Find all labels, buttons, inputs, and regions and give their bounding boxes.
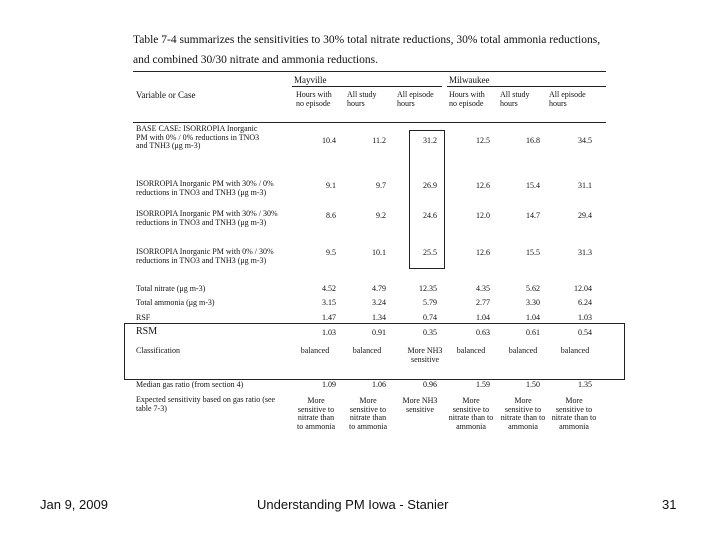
table-cell: 1.34 — [372, 313, 386, 322]
table-cell: 12.04 — [574, 284, 592, 293]
table-cell: 0.63 — [476, 328, 490, 337]
table-cell: More sensitive to nitrate than to ammonia — [551, 396, 597, 431]
table-cell: 5.62 — [526, 284, 540, 293]
footer-page-number: 31 — [662, 497, 677, 512]
table-cell: 15.5 — [526, 248, 540, 257]
table-cell: 34.5 — [578, 136, 592, 145]
row-label: Classification — [136, 346, 180, 355]
table-cell: More NH3 sensitive — [407, 346, 443, 364]
footer-title: Understanding PM Iowa - Stanier — [257, 497, 449, 512]
table-cell: balanced — [456, 346, 486, 355]
table-cell: 12.6 — [476, 248, 490, 257]
col-header: Hours with no episode — [296, 90, 332, 108]
row-label: ISORROPIA Inorganic PM with 0% / 30% reductions in TNO3 and TNH3 (μg m-3) — [136, 247, 274, 265]
row-label: Expected sensitivity based on gas ratio (see table 7-3) — [136, 395, 276, 413]
table-cell: 1.50 — [526, 380, 540, 389]
table-cell: 26.9 — [423, 181, 437, 190]
table-cell: 15.4 — [526, 181, 540, 190]
table-cell: 1.03 — [578, 313, 592, 322]
table-cell: 4.35 — [476, 284, 490, 293]
table-cell: 31.1 — [578, 181, 592, 190]
col-header: All study hours — [500, 90, 530, 108]
header-bottom-rule — [133, 122, 606, 123]
row-label: ISORROPIA Inorganic PM with 30% / 0% reductions in TNO3 and TNH3 (μg m-3) — [136, 179, 274, 197]
table-cell: 5.79 — [423, 298, 437, 307]
table-cell: More sensitive to nitrate than to ammonia — [448, 396, 494, 431]
table-cell: More sensitive to nitrate than to ammonia — [349, 396, 387, 431]
table-cell: balanced — [300, 346, 330, 355]
col-header: All episode hours — [397, 90, 434, 108]
table-cell: balanced — [508, 346, 538, 355]
table-cell: 4.79 — [372, 284, 386, 293]
table-cell: 0.74 — [423, 313, 437, 322]
highlight-row-box — [124, 323, 625, 380]
intro-text: Table 7-4 summarizes the sensitivities to 30% total nitrate reductions, 30% total ammonia reductions, and combined 30/30 nitrate and ammonia reductions. — [133, 34, 601, 66]
table-cell: 31.3 — [578, 248, 592, 257]
table-cell: 1.35 — [578, 380, 592, 389]
group-rule-mayville — [292, 86, 442, 87]
table-cell: 2.77 — [476, 298, 490, 307]
table-cell: More sensitive to nitrate than to ammonia — [500, 396, 546, 431]
table-cell: 9.5 — [326, 248, 336, 257]
table-cell: 0.96 — [423, 380, 437, 389]
row-label: Median gas ratio (from section 4) — [136, 380, 244, 389]
table-cell: 1.03 — [322, 328, 336, 337]
group-header-mayville: Mayville — [294, 75, 327, 85]
table-cell: 0.91 — [372, 328, 386, 337]
table-cell: 3.24 — [372, 298, 386, 307]
table-cell: 16.8 — [526, 136, 540, 145]
table-cell: 10.1 — [372, 248, 386, 257]
table-top-rule — [133, 71, 606, 72]
row-label: ISORROPIA Inorganic PM with 30% / 30% reductions in TNO3 and TNH3 (μg m-3) — [136, 209, 278, 227]
table-cell: 0.35 — [423, 328, 437, 337]
table-cell: 9.1 — [326, 181, 336, 190]
footer-date: Jan 9, 2009 — [40, 497, 108, 512]
table-cell: 6.24 — [578, 298, 592, 307]
table-cell: 12.35 — [419, 284, 437, 293]
table-cell: 0.61 — [526, 328, 540, 337]
table-cell: 1.59 — [476, 380, 490, 389]
group-header-milwaukee: Milwaukee — [449, 75, 490, 85]
table-cell: 12.5 — [476, 136, 490, 145]
row-label: Total ammonia (μg m-3) — [136, 298, 215, 307]
table-cell: 1.47 — [322, 313, 336, 322]
table-cell: 9.2 — [376, 211, 386, 220]
table-cell: 10.4 — [322, 136, 336, 145]
table-cell: 9.7 — [376, 181, 386, 190]
table-cell: 29.4 — [578, 211, 592, 220]
row-label: Total nitrate (μg m-3) — [136, 284, 206, 293]
table-cell: More sensitive to nitrate than to ammonia — [297, 396, 335, 431]
highlight-column-box — [409, 130, 445, 269]
table-cell: 1.09 — [322, 380, 336, 389]
table-cell: 25.5 — [423, 248, 437, 257]
table-cell: 12.0 — [476, 211, 490, 220]
table-cell: balanced — [352, 346, 382, 355]
row-label: RSF — [136, 313, 151, 322]
col-header: All episode hours — [549, 90, 586, 108]
col-header: All study hours — [347, 90, 377, 108]
table-cell: 0.54 — [578, 328, 592, 337]
table-cell: 3.30 — [526, 298, 540, 307]
table-cell: More NH3 sensitive — [402, 396, 438, 414]
table-cell: 14.7 — [526, 211, 540, 220]
table-cell: 1.04 — [526, 313, 540, 322]
table-cell: 11.2 — [372, 136, 386, 145]
row-label: RSM — [136, 326, 158, 337]
table-cell: 12.6 — [476, 181, 490, 190]
table-cell: 31.2 — [423, 136, 437, 145]
col-header: Hours with no episode — [449, 90, 485, 108]
table-cell: 1.04 — [476, 313, 490, 322]
table-cell: balanced — [560, 346, 590, 355]
table-cell: 8.6 — [326, 211, 336, 220]
table-cell: 1.06 — [372, 380, 386, 389]
table-cell: 3.15 — [322, 298, 336, 307]
row-label: BASE CASE: ISORROPIA Inorganic PM with 0% / 0% reductions in TNO3 and TNH3 (μg m-3) — [136, 124, 260, 151]
table-cell: 4.52 — [322, 284, 336, 293]
variable-header: Variable or Case — [136, 90, 196, 100]
table-cell: 24.6 — [423, 211, 437, 220]
group-rule-milwaukee — [447, 86, 606, 87]
